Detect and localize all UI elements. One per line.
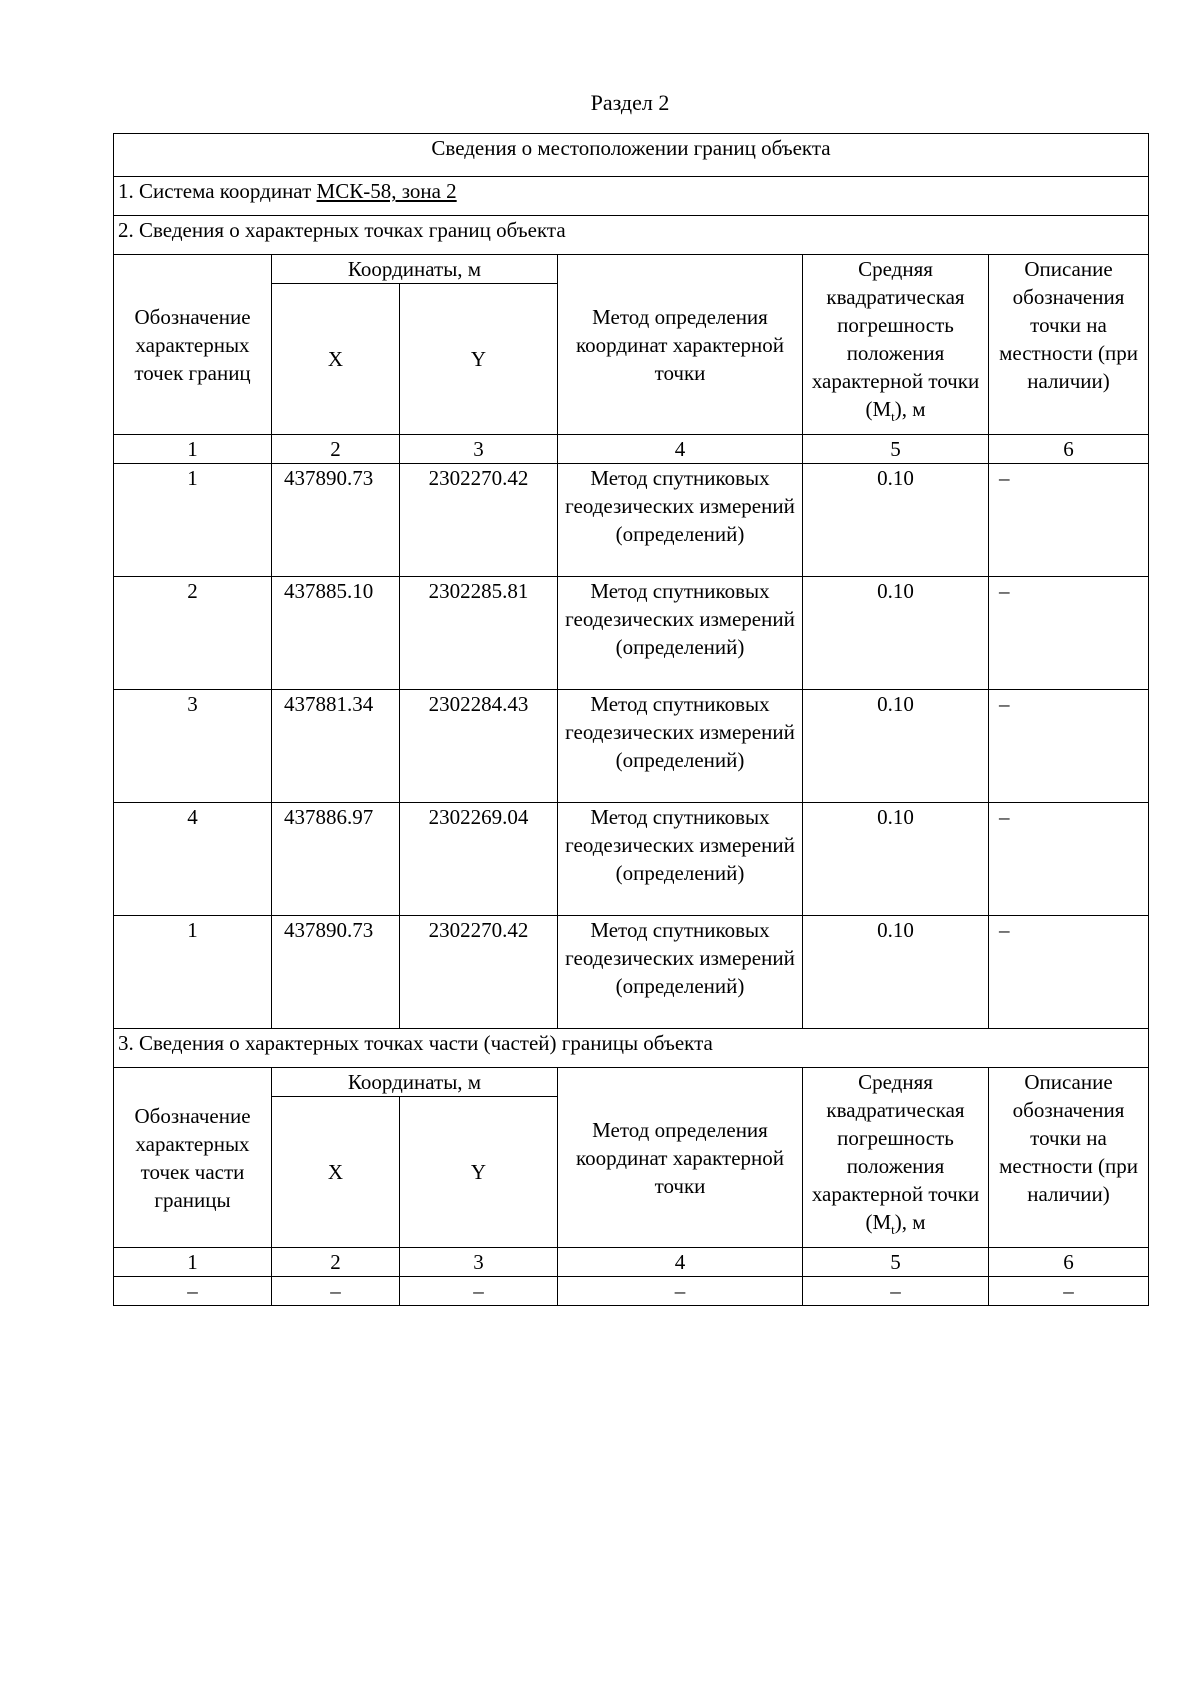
empty-cell: – bbox=[558, 1277, 803, 1306]
description-cell: – bbox=[989, 690, 1149, 803]
point-cell: 2 bbox=[114, 577, 272, 690]
coord-system-row bbox=[114, 177, 1149, 216]
header-x: X bbox=[272, 1097, 400, 1248]
y-cell: 2302270.42 bbox=[400, 464, 558, 577]
column-number: 1 bbox=[114, 435, 272, 464]
header-accuracy bbox=[803, 1068, 989, 1248]
column-number: 3 bbox=[400, 435, 558, 464]
accuracy-cell: 0.10 bbox=[803, 916, 989, 1029]
y-cell: 2302285.81 bbox=[400, 577, 558, 690]
table-row bbox=[114, 464, 1149, 577]
table-row bbox=[114, 916, 1149, 1029]
empty-cell: – bbox=[803, 1277, 989, 1306]
table-row bbox=[114, 1277, 1149, 1306]
header-description: Описание обозначения точки на местности (при наличии) bbox=[989, 1068, 1149, 1248]
section3-title-row bbox=[114, 1029, 1149, 1068]
table-row bbox=[114, 577, 1149, 690]
point-cell: 1 bbox=[114, 464, 272, 577]
section3-column-numbers bbox=[114, 1248, 1149, 1277]
description-cell: – bbox=[989, 803, 1149, 916]
point-cell: 4 bbox=[114, 803, 272, 916]
y-cell: 2302284.43 bbox=[400, 690, 558, 803]
header-coords: Координаты, м bbox=[272, 1068, 558, 1097]
header-x: X bbox=[272, 284, 400, 435]
x-cell: 437881.34 bbox=[272, 690, 400, 803]
header-method: Метод определения координат характерной точки bbox=[558, 1068, 803, 1248]
x-cell: 437890.73 bbox=[272, 916, 400, 1029]
table-row bbox=[114, 690, 1149, 803]
accuracy-cell: 0.10 bbox=[803, 690, 989, 803]
header-coords: Координаты, м bbox=[272, 255, 558, 284]
column-number: 6 bbox=[989, 1248, 1149, 1277]
method-cell: Метод спутниковых геодезических измерений (определений) bbox=[558, 577, 803, 690]
header-method: Метод определения координат характерной точки bbox=[558, 255, 803, 435]
boundary-table bbox=[113, 133, 1149, 1306]
section3-title: 3. Сведения о характерных точках части (частей) границы объекта bbox=[114, 1029, 1149, 1068]
accuracy-cell: 0.10 bbox=[803, 803, 989, 916]
table-row bbox=[114, 803, 1149, 916]
point-cell: 3 bbox=[114, 690, 272, 803]
header-y: Y bbox=[400, 284, 558, 435]
column-number: 2 bbox=[272, 435, 400, 464]
header-accuracy bbox=[803, 255, 989, 435]
empty-cell: – bbox=[989, 1277, 1149, 1306]
header-accuracy-sub: t bbox=[891, 1222, 895, 1238]
header-accuracy-tail: ), м bbox=[894, 397, 926, 421]
description-cell: – bbox=[989, 464, 1149, 577]
method-cell: Метод спутниковых геодезических измерений (определений) bbox=[558, 916, 803, 1029]
section3-header-row-1 bbox=[114, 1068, 1149, 1097]
point-cell: 1 bbox=[114, 916, 272, 1029]
column-number: 4 bbox=[558, 1248, 803, 1277]
method-cell: Метод спутниковых геодезических измерений (определений) bbox=[558, 803, 803, 916]
empty-cell: – bbox=[400, 1277, 558, 1306]
coord-system-label: 1. Система координат bbox=[118, 179, 317, 203]
column-number: 6 bbox=[989, 435, 1149, 464]
column-number: 5 bbox=[803, 435, 989, 464]
header-accuracy-sub: t bbox=[891, 409, 895, 425]
section2-column-numbers bbox=[114, 435, 1149, 464]
table-title-row bbox=[114, 134, 1149, 177]
description-cell: – bbox=[989, 577, 1149, 690]
section2-title: 2. Сведения о характерных точках границ объекта bbox=[114, 216, 1149, 255]
accuracy-cell: 0.10 bbox=[803, 464, 989, 577]
page-heading: Раздел 2 bbox=[590, 90, 670, 115]
x-cell: 437890.73 bbox=[272, 464, 400, 577]
header-accuracy-text: Средняя квадратическая погрешность положения характерной точки (M bbox=[811, 1070, 980, 1234]
header-accuracy-tail: ), м bbox=[894, 1210, 926, 1234]
header-description: Описание обозначения точки на местности (при наличии) bbox=[989, 255, 1149, 435]
section2-title-row bbox=[114, 216, 1149, 255]
header-point: Обозначение характерных точек границ bbox=[114, 255, 272, 435]
coord-system-cell bbox=[114, 177, 1149, 216]
header-point: Обозначение характерных точек части границы bbox=[114, 1068, 272, 1248]
column-number: 2 bbox=[272, 1248, 400, 1277]
section2-header-row-1 bbox=[114, 255, 1149, 284]
column-number: 5 bbox=[803, 1248, 989, 1277]
method-cell: Метод спутниковых геодезических измерений (определений) bbox=[558, 690, 803, 803]
empty-cell: – bbox=[114, 1277, 272, 1306]
y-cell: 2302270.42 bbox=[400, 916, 558, 1029]
header-y: Y bbox=[400, 1097, 558, 1248]
column-number: 4 bbox=[558, 435, 803, 464]
column-number: 3 bbox=[400, 1248, 558, 1277]
coord-system-value: МСК-58, зона 2 bbox=[316, 179, 457, 203]
header-accuracy-text: Средняя квадратическая погрешность положения характерной точки (M bbox=[811, 257, 980, 421]
table-title: Сведения о местоположении границ объекта bbox=[114, 134, 1149, 177]
y-cell: 2302269.04 bbox=[400, 803, 558, 916]
x-cell: 437885.10 bbox=[272, 577, 400, 690]
description-cell: – bbox=[989, 916, 1149, 1029]
column-number: 1 bbox=[114, 1248, 272, 1277]
method-cell: Метод спутниковых геодезических измерений (определений) bbox=[558, 464, 803, 577]
empty-cell: – bbox=[272, 1277, 400, 1306]
x-cell: 437886.97 bbox=[272, 803, 400, 916]
accuracy-cell: 0.10 bbox=[803, 577, 989, 690]
